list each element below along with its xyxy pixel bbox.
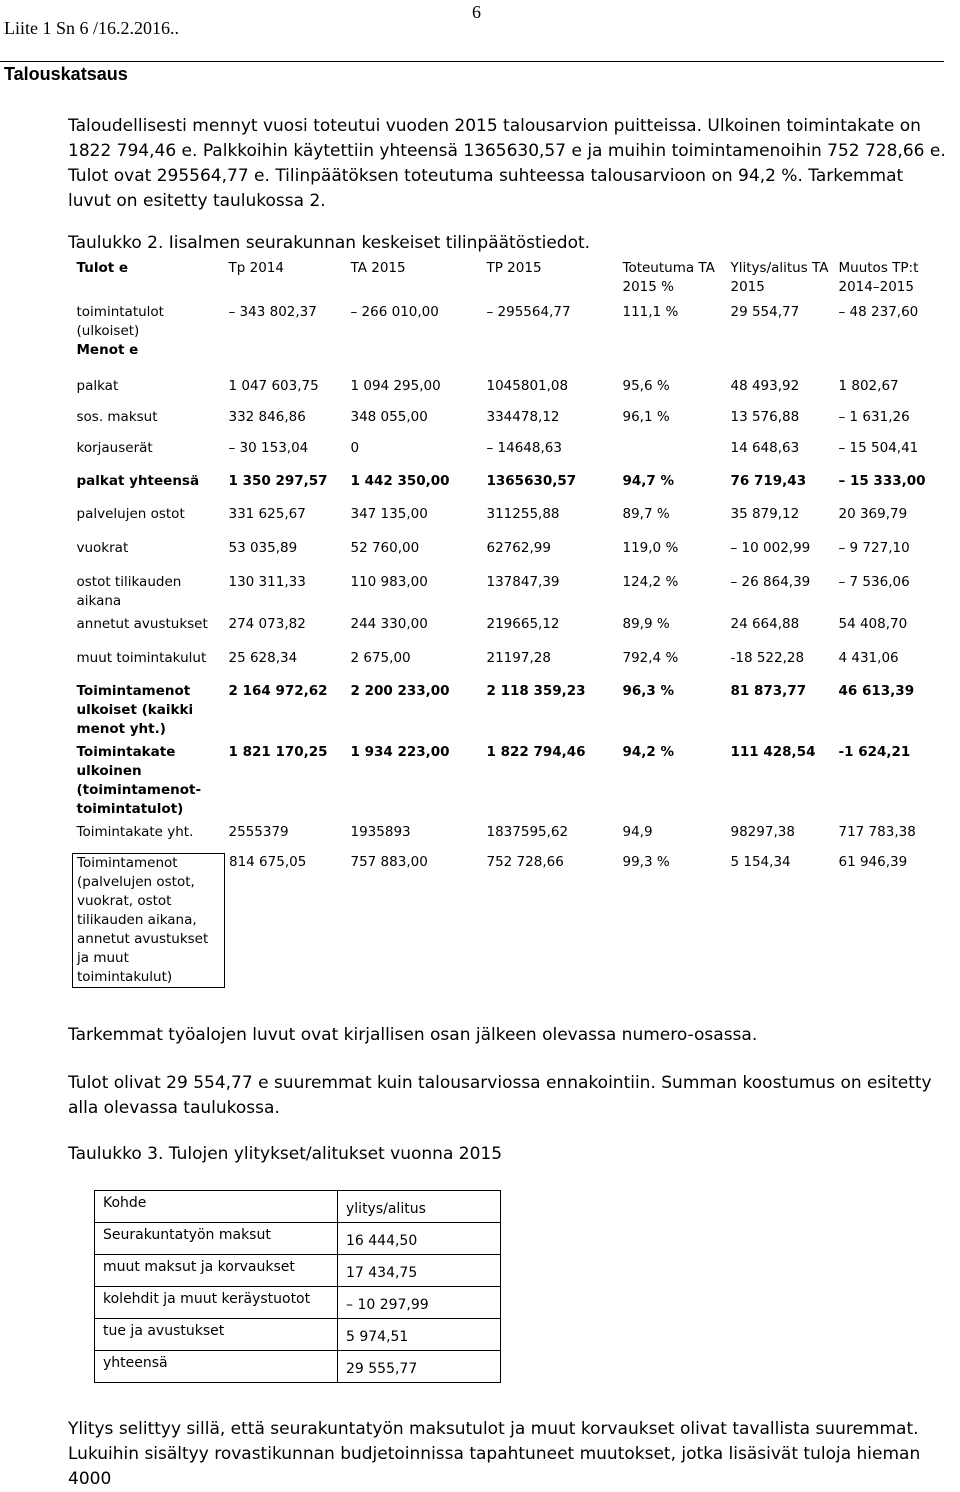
table-cell: 332 846,86: [228, 409, 306, 425]
table-row: [73, 439, 943, 472]
table-row: [73, 341, 943, 377]
table-cell: – 26 864,39: [730, 574, 811, 590]
table-cell: – 295564,77: [486, 304, 571, 320]
table-row: [73, 297, 943, 341]
table-cell: 99,3 %: [622, 854, 670, 870]
table-cell: 219665,12: [486, 616, 560, 632]
table2-caption: Taulukko 2. Iisalmen seurakunnan keskeiset tilinpäätöstiedot.: [68, 233, 591, 253]
table-cell: 1 802,67: [838, 378, 899, 394]
header-attachment-label: Liite 1 Sn 6 /16.2.2016..: [4, 18, 179, 38]
table-row: [95, 1255, 501, 1287]
table-cell: – 343 802,37: [228, 304, 317, 320]
table-cell: 1 094 295,00: [350, 378, 441, 394]
table-row: [73, 743, 943, 823]
table-header-cell: Muutos TP:t 2014–2015: [838, 260, 919, 295]
table-cell: 311255,88: [486, 506, 560, 522]
table-cell: 98297,38: [730, 824, 795, 840]
table-header-cell: TA 2015: [350, 260, 406, 276]
table-cell: 46 613,39: [838, 683, 915, 699]
table-cell: 1045801,08: [486, 378, 569, 394]
table-cell: 5 154,34: [730, 854, 791, 870]
table-cell: 52 760,00: [350, 540, 420, 556]
table-row: [95, 1287, 501, 1319]
paragraph-explanation: Ylitys selittyy sillä, että seurakuntatyön maksutulot ja muut korvaukset olivat tavallista suuremmat. Lukuihin sisältyy rovastikunnan budjetoinnissa tapahtuneet muutokset, jotka lisäsivät tuloja hieman 4000: [68, 1419, 921, 1489]
table-cell: 14 648,63: [730, 440, 800, 456]
table-cell: 1 934 223,00: [350, 744, 450, 760]
table-cell: 21197,28: [486, 650, 551, 666]
table-cell: – 1 631,26: [838, 409, 910, 425]
table-row: [73, 823, 943, 853]
table-cell: 1 442 350,00: [350, 473, 450, 489]
table-row: [73, 853, 943, 987]
table-cell: Seurakuntatyön maksut: [95, 1223, 338, 1255]
table-cell: palkat: [76, 378, 119, 394]
table-cell: Toimintamenot (palvelujen ostot, vuokrat, ostot tilikauden aikana, annetut avustukset ja muut toimintakulut): [73, 853, 225, 987]
table-cell: palvelujen ostot: [76, 506, 185, 522]
table-cell: 130 311,33: [228, 574, 306, 590]
table-cell: – 7 536,06: [838, 574, 910, 590]
table-cell: 137847,39: [486, 574, 560, 590]
table-cell: Toimintamenot ulkoiset (kaikki menot yht.): [76, 683, 194, 737]
paragraph-income-note: Tulot olivat 29 554,77 e suuremmat kuin talousarviossa ennakointiin. Summan koostumus on esitetty alla olevassa taulukossa.: [68, 1073, 932, 1118]
table-header-cell: Toteutuma TA 2015 %: [622, 260, 715, 295]
table-cell: 244 330,00: [350, 616, 428, 632]
table-cell: [483, 341, 619, 377]
intro-paragraph: Taloudellisesti mennyt vuosi toteutui vuoden 2015 talousarvion puitteissa. Ulkoinen toimintakate on 1822 794,46 e. Palkkoihin käytettiin yhteensä 1365630,57 e ja muihin toimintamenoihin 752 728,66 e. Tulot ovat 295564,77 e. Tilinpäätöksen toteutuma suhteessa talousarvioon on 94,2 %. Tarkemmat luvut on esitetty taulukossa 2.: [68, 116, 946, 211]
table-cell: yhteensä: [95, 1351, 338, 1383]
table-header-cell: Ylitys/alitus TA 2015: [730, 260, 829, 295]
table-row: [73, 408, 943, 439]
table-row: [73, 573, 943, 615]
table-cell: 35 879,12: [730, 506, 800, 522]
table-cell: vuokrat: [76, 540, 129, 556]
table-cell: [225, 341, 347, 377]
table-cell: 20 369,79: [838, 506, 908, 522]
table-cell: 4 431,06: [838, 650, 899, 666]
table-cell: – 30 153,04: [228, 440, 309, 456]
table-cell: sos. maksut: [76, 409, 158, 425]
table-cell: 89,9 %: [622, 616, 670, 632]
table-cell: 124,2 %: [622, 574, 679, 590]
table-cell: 1 350 297,57: [228, 473, 328, 489]
table-cell: 17 434,75: [338, 1255, 501, 1287]
table-cell: – 9 727,10: [838, 540, 910, 556]
table-cell: [619, 439, 727, 472]
table-cell: palkat yhteensä: [76, 473, 200, 489]
table-cell: 13 576,88: [730, 409, 800, 425]
table-cell: 757 883,00: [350, 854, 428, 870]
table-cell: 752 728,66: [486, 854, 564, 870]
table-row: [73, 377, 943, 408]
table-row: [73, 505, 943, 539]
table-cell: 81 873,77: [730, 683, 807, 699]
table-cell: 89,7 %: [622, 506, 670, 522]
table-cell: [347, 341, 483, 377]
table-cell: – 266 010,00: [350, 304, 439, 320]
table-cell: 94,2 %: [622, 744, 675, 760]
table-cell: Menot e: [76, 342, 139, 358]
section-title: Talouskatsaus: [4, 64, 128, 84]
table-cell: toimintatulot (ulkoiset): [76, 304, 164, 339]
table-cell: – 14648,63: [486, 440, 562, 456]
table-row: [95, 1351, 501, 1383]
page-number: 6: [472, 2, 481, 22]
table-header-cell: Tp 2014: [228, 260, 284, 276]
table-cell: – 15 504,41: [838, 440, 919, 456]
table-header-row: [95, 1191, 501, 1223]
table-cell: 110 983,00: [350, 574, 428, 590]
table-cell: -18 522,28: [730, 650, 805, 666]
table-row: [73, 472, 943, 505]
table-cell: 1 822 794,46: [486, 744, 586, 760]
table-cell: tue ja avustukset: [95, 1319, 338, 1351]
table-row: [95, 1319, 501, 1351]
table-header-cell: TP 2015: [486, 260, 542, 276]
table-cell: 2 164 972,62: [228, 683, 328, 699]
table-cell: ostot tilikauden aikana: [76, 574, 182, 609]
table-row: [73, 615, 943, 649]
table-cell: [835, 341, 943, 377]
table-cell: 0: [350, 440, 360, 456]
table-row: [73, 539, 943, 573]
table-cell: 1365630,57: [486, 473, 577, 489]
table-header-cell: Tulot e: [76, 260, 129, 276]
table-cell: 2 118 359,23: [486, 683, 586, 699]
table-header-cell: Kohde: [95, 1191, 338, 1223]
table-cell: 29 555,77: [338, 1351, 501, 1383]
table-cell: – 48 237,60: [838, 304, 919, 320]
table-cell: 111 428,54: [730, 744, 816, 760]
table-header-cell: ylitys/alitus: [338, 1191, 501, 1223]
table-cell: 119,0 %: [622, 540, 679, 556]
table-cell: 274 073,82: [228, 616, 306, 632]
table-cell: 96,1 %: [622, 409, 670, 425]
table-cell: muut toimintakulut: [76, 650, 207, 666]
table-cell: 61 946,39: [838, 854, 908, 870]
table-cell: 62762,99: [486, 540, 551, 556]
table-cell: 1935893: [350, 824, 411, 840]
table-cell: 1 821 170,25: [228, 744, 328, 760]
table-cell: 331 625,67: [228, 506, 306, 522]
table-cell: 717 783,38: [838, 824, 916, 840]
table-cell: -1 624,21: [838, 744, 911, 760]
table-cell: [619, 341, 727, 377]
table-cell: 53 035,89: [228, 540, 298, 556]
table-cell: 2555379: [228, 824, 289, 840]
table-cell: muut maksut ja korvaukset: [95, 1255, 338, 1287]
table-header-row: [73, 259, 943, 297]
table-cell: Toimintakate yht.: [76, 824, 194, 840]
table-row: [73, 682, 943, 743]
paragraph-details-note: Tarkemmat työalojen luvut ovat kirjallisen osan jälkeen olevassa numero-osassa.: [68, 1025, 758, 1045]
table-cell: 2 675,00: [350, 650, 411, 666]
table-cell: 96,3 %: [622, 683, 675, 699]
table3-caption: Taulukko 3. Tulojen ylitykset/alitukset vuonna 2015: [68, 1144, 503, 1164]
table-cell: 16 444,50: [338, 1223, 501, 1255]
table-cell: 348 055,00: [350, 409, 428, 425]
table-cell: 5 974,51: [338, 1319, 501, 1351]
table-cell: 76 719,43: [730, 473, 807, 489]
table-cell: [727, 341, 835, 377]
table-cell: 54 408,70: [838, 616, 908, 632]
table-row: [73, 649, 943, 682]
table-cell: 2 200 233,00: [350, 683, 450, 699]
table-cell: 94,9: [622, 824, 653, 840]
table-cell: 1837595,62: [486, 824, 569, 840]
table-cell: 24 664,88: [730, 616, 800, 632]
table-cell: 334478,12: [486, 409, 560, 425]
table-cell: 347 135,00: [350, 506, 428, 522]
table-cell: – 10 002,99: [730, 540, 811, 556]
table-cell: 48 493,92: [730, 378, 800, 394]
financial-summary-table: [72, 259, 943, 988]
table-cell: – 15 333,00: [838, 473, 926, 489]
table-cell: 94,7 %: [622, 473, 675, 489]
table-row: [95, 1223, 501, 1255]
table-cell: 29 554,77: [730, 304, 800, 320]
table-cell: korjauserät: [76, 440, 153, 456]
table-cell: 1 047 603,75: [228, 378, 319, 394]
table-cell: 95,6 %: [622, 378, 670, 394]
table-cell: 792,4 %: [622, 650, 679, 666]
table-cell: annetut avustukset: [76, 616, 208, 632]
table-cell: – 10 297,99: [338, 1287, 501, 1319]
table-cell: kolehdit ja muut keräystuotot: [95, 1287, 338, 1319]
table-cell: 25 628,34: [228, 650, 298, 666]
table-cell: 814 675,05: [229, 854, 307, 870]
income-deviation-table: [94, 1190, 501, 1383]
table-cell: 111,1 %: [622, 304, 679, 320]
header-divider: [0, 61, 944, 62]
table-cell: Toimintakate ulkoinen (toimintamenot- toimintatulot): [76, 744, 202, 817]
